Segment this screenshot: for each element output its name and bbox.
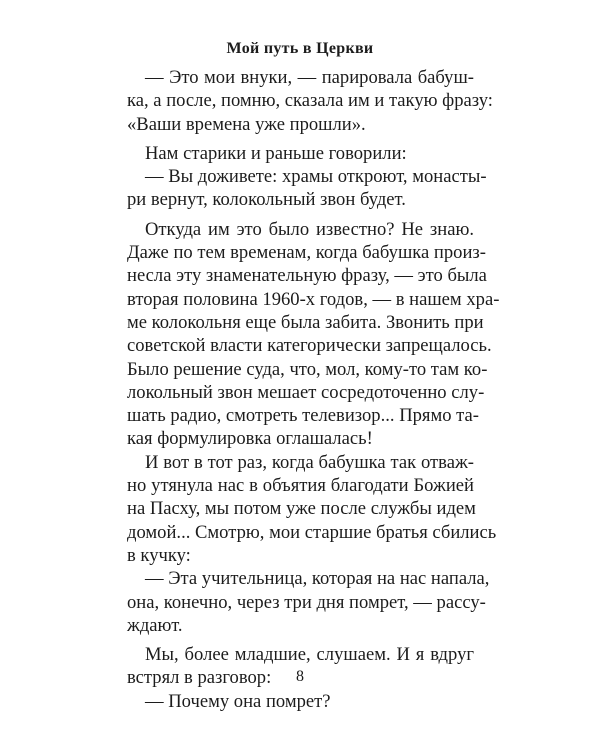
paragraph xyxy=(127,218,500,451)
text-line: — Почему она помрет? xyxy=(145,690,331,712)
text-line: в кучку: xyxy=(127,544,191,566)
text-line: кая формулировка оглашалась! xyxy=(127,428,373,450)
text-line: шать радио, смотреть телевизор... Прямо та- xyxy=(127,405,479,427)
text-line: Мы, более младшие, слушаем. И я вдруг xyxy=(145,644,474,666)
text-line: Было решение суда, что, мол, кому-то там ко- xyxy=(127,358,488,380)
paragraph xyxy=(127,66,493,136)
text-line: локольный звон мешает сосредоточенно слу- xyxy=(127,381,485,403)
text-line: ме колокольня еще была забита. Звонить при xyxy=(127,311,484,333)
text-line: — Это мои внуки, — парировала бабуш- xyxy=(145,67,474,88)
text-line: «Ваши времена уже прошли». xyxy=(127,113,366,135)
text-line: Откуда им это было известно? Не знаю. xyxy=(145,218,474,240)
paragraph xyxy=(127,567,490,637)
paragraph xyxy=(127,165,487,212)
text-line: вторая половина 1960-х годов, — в нашем хра- xyxy=(127,288,500,310)
text-line: Нам старики и раньше говорили: xyxy=(145,142,407,164)
paragraph xyxy=(127,142,474,165)
text-line: ждают. xyxy=(127,614,183,636)
text-line: советской власти категорически запрещалось. xyxy=(127,335,492,357)
text-line: домой... Смотрю, мои старшие братья сбились xyxy=(127,521,497,543)
text-line: ка, а после, помню, сказала им и такую фразу: xyxy=(127,90,493,112)
text-line: на Пасху, мы потом уже после службы идем xyxy=(127,498,476,520)
paragraph xyxy=(127,451,497,567)
text-line: несла эту знаменательную фразу, — это была xyxy=(127,265,487,287)
text-line: — Эта учительница, которая на нас напала, xyxy=(145,568,490,590)
body-text xyxy=(127,66,500,713)
paragraph xyxy=(127,690,474,713)
text-line: Даже по тем временам, когда бабушка произ- xyxy=(127,242,486,264)
text-line: встрял в разговор: xyxy=(127,667,272,689)
running-head: Мой путь в Церкви xyxy=(226,40,374,57)
text-line: она, конечно, через три дня помрет, — рассу- xyxy=(127,591,486,613)
text-line: И вот в тот раз, когда бабушка так отваж- xyxy=(145,451,474,473)
text-line: но утянула нас в объятия благодати Божией xyxy=(127,475,474,497)
page-number: 8 xyxy=(296,668,304,685)
text-line: — Вы доживете: храмы откроют, монасты- xyxy=(145,166,487,188)
text-line: ри вернут, колокольный звон будет. xyxy=(127,189,406,211)
